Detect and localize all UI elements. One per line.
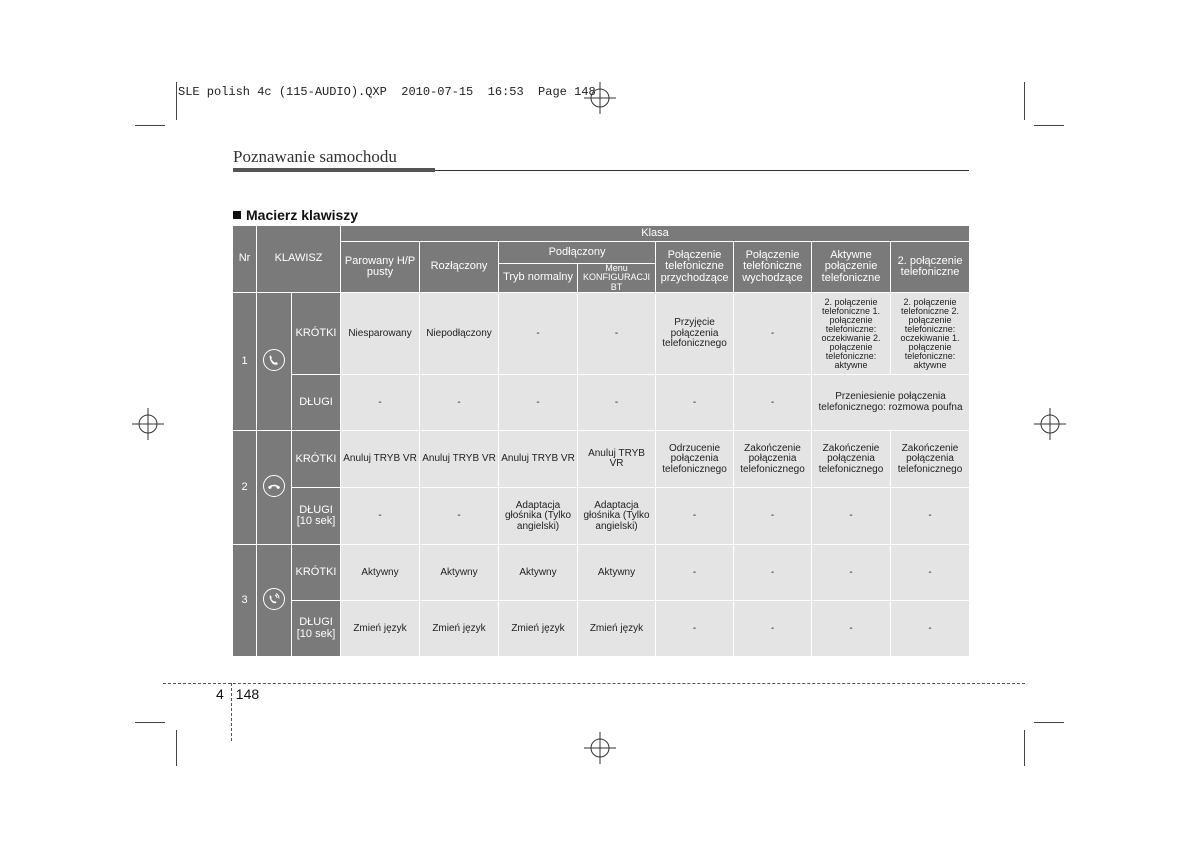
phone-answer-icon bbox=[263, 349, 285, 371]
col-header-klasa: Klasa bbox=[341, 226, 970, 242]
crop-mark bbox=[135, 722, 165, 723]
col-header-menu-line1: Menu bbox=[605, 263, 628, 273]
table-cell: - bbox=[578, 375, 656, 431]
table-cell: Anuluj TRYB VR bbox=[499, 431, 578, 488]
table-cell: Anuluj TRYB VR bbox=[341, 431, 420, 488]
table-cell: - bbox=[656, 601, 734, 657]
section-title-text: Macierz klawiszy bbox=[246, 207, 359, 223]
col-header-podlaczony: Podłączony bbox=[499, 242, 656, 264]
crop-mark bbox=[1034, 722, 1064, 723]
col-header-menu-bt bbox=[578, 264, 656, 293]
table-cell: Odrzucenie połączenia telefonicznego bbox=[656, 431, 734, 488]
crop-mark bbox=[1034, 125, 1064, 126]
table-cell: Zakończenie połączenia telefonicznego bbox=[734, 431, 812, 488]
table-row bbox=[233, 431, 970, 488]
page-number bbox=[216, 686, 259, 702]
table-cell: - bbox=[891, 545, 970, 601]
table-cell: - bbox=[578, 293, 656, 375]
table-cell: Anuluj TRYB VR bbox=[578, 431, 656, 488]
table-cell: Zmień język bbox=[420, 601, 499, 657]
header-rule-accent bbox=[233, 168, 435, 172]
table-cell: 2. połączenie telefoniczne 2. połączenie telefoniczne: oczekiwanie 1. połączenie telefoniczne: aktywne bbox=[891, 293, 970, 375]
crop-mark bbox=[1024, 730, 1025, 766]
table-row bbox=[233, 545, 970, 601]
crop-mark bbox=[176, 730, 177, 766]
table-cell: Zakończenie połączenia telefonicznego bbox=[891, 431, 970, 488]
page-header-title: Poznawanie samochodu bbox=[233, 147, 397, 166]
key-icon-cell bbox=[257, 431, 292, 545]
table-cell: Niepodłączony bbox=[420, 293, 499, 375]
table-cell: Przyjęcie połączenia telefonicznego bbox=[656, 293, 734, 375]
table-row bbox=[233, 601, 970, 657]
table-cell: - bbox=[812, 488, 891, 545]
row-number: 2 bbox=[233, 431, 257, 545]
col-header-tryb-normalny: Tryb normalny bbox=[499, 264, 578, 293]
table-cell: - bbox=[499, 293, 578, 375]
press-short-label: KRÓTKI bbox=[292, 293, 341, 375]
table-cell: Zmień język bbox=[578, 601, 656, 657]
table-cell: Aktywny bbox=[420, 545, 499, 601]
table-cell: - bbox=[734, 375, 812, 431]
row-number: 3 bbox=[233, 545, 257, 657]
key-icon-cell bbox=[257, 293, 292, 431]
table-cell: - bbox=[812, 601, 891, 657]
col-header-klawisz: KLAWISZ bbox=[257, 226, 341, 293]
section-title bbox=[233, 207, 358, 223]
table-cell: - bbox=[891, 601, 970, 657]
bullet-square-icon bbox=[233, 211, 241, 219]
table-cell: - bbox=[734, 601, 812, 657]
crop-mark bbox=[176, 82, 177, 120]
col-header-nr: Nr bbox=[233, 226, 257, 293]
crop-mark bbox=[1024, 82, 1025, 120]
table-cell: Aktywny bbox=[499, 545, 578, 601]
table-cell: Zmień język bbox=[341, 601, 420, 657]
table-cell: Aktywny bbox=[578, 545, 656, 601]
table-row bbox=[233, 293, 970, 375]
table-cell: Zmień język bbox=[499, 601, 578, 657]
col-header-rozlaczony: Rozłączony bbox=[420, 242, 499, 293]
registration-mark-bottom bbox=[584, 732, 616, 764]
table-cell: - bbox=[420, 375, 499, 431]
table-cell: Adaptacja głośnika (Tylko angielski) bbox=[578, 488, 656, 545]
table-cell: - bbox=[341, 375, 420, 431]
table-cell: - bbox=[812, 545, 891, 601]
registration-mark-right bbox=[1034, 408, 1066, 440]
page-number-value: 148 bbox=[235, 686, 260, 702]
table-row bbox=[233, 488, 970, 545]
voice-command-icon bbox=[263, 588, 285, 610]
table-cell: - bbox=[656, 375, 734, 431]
key-matrix-table bbox=[232, 225, 970, 657]
table-cell: 2. połączenie telefoniczne 1. połączenie telefoniczne: oczekiwanie 2. połączenie telefoniczne: aktywne bbox=[812, 293, 891, 375]
col-header-przychodzace: Połączenie telefoniczne przychodzące bbox=[656, 242, 734, 293]
press-long-duration: [10 sek] bbox=[296, 515, 336, 528]
row-number: 1 bbox=[233, 293, 257, 431]
table-cell: - bbox=[341, 488, 420, 545]
col-header-drugie: 2. połączenie telefoniczne bbox=[891, 242, 970, 293]
footer-dashed-rule bbox=[163, 683, 1025, 684]
col-header-wychodzace: Połączenie telefoniczne wychodzące bbox=[734, 242, 812, 293]
table-cell: Zakończenie połączenia telefonicznego bbox=[812, 431, 891, 488]
col-header-aktywne: Aktywne połączenie telefoniczne bbox=[812, 242, 891, 293]
press-long-label bbox=[292, 488, 341, 545]
press-long-text: DŁUGI bbox=[299, 503, 333, 516]
table-cell: - bbox=[734, 545, 812, 601]
crop-mark bbox=[135, 125, 165, 126]
registration-mark-top bbox=[584, 82, 616, 114]
table-row bbox=[233, 375, 970, 431]
registration-mark-left bbox=[132, 408, 164, 440]
col-header-parowany: Parowany H/P pusty bbox=[341, 242, 420, 293]
press-short-label: KRÓTKI bbox=[292, 545, 341, 601]
table-cell: Adaptacja głośnika (Tylko angielski) bbox=[499, 488, 578, 545]
press-long-label: DŁUGI bbox=[292, 375, 341, 431]
key-icon-cell bbox=[257, 545, 292, 657]
table-cell: Aktywny bbox=[341, 545, 420, 601]
table-cell: - bbox=[499, 375, 578, 431]
table-cell: - bbox=[656, 545, 734, 601]
table-cell: Anuluj TRYB VR bbox=[420, 431, 499, 488]
press-long-text: DŁUGI bbox=[299, 616, 333, 629]
press-long-label bbox=[292, 601, 341, 657]
table-cell: - bbox=[656, 488, 734, 545]
table-cell: - bbox=[420, 488, 499, 545]
press-long-duration: [10 sek] bbox=[296, 627, 336, 640]
table-cell: Niesparowany bbox=[341, 293, 420, 375]
chapter-number: 4 bbox=[216, 686, 224, 702]
table-cell: - bbox=[734, 488, 812, 545]
col-header-menu-line2: KONFIGURACJI BT bbox=[583, 272, 651, 292]
press-short-label: KRÓTKI bbox=[292, 431, 341, 488]
print-slug: SLE polish 4c (115-AUDIO).QXP 2010-07-15 16:53 Page 148 bbox=[178, 85, 596, 99]
table-cell-merged: Przeniesienie połączenia telefonicznego: rozmowa poufna bbox=[812, 375, 970, 431]
table-cell: - bbox=[891, 488, 970, 545]
table-cell: - bbox=[734, 293, 812, 375]
phone-hangup-icon bbox=[263, 475, 285, 497]
